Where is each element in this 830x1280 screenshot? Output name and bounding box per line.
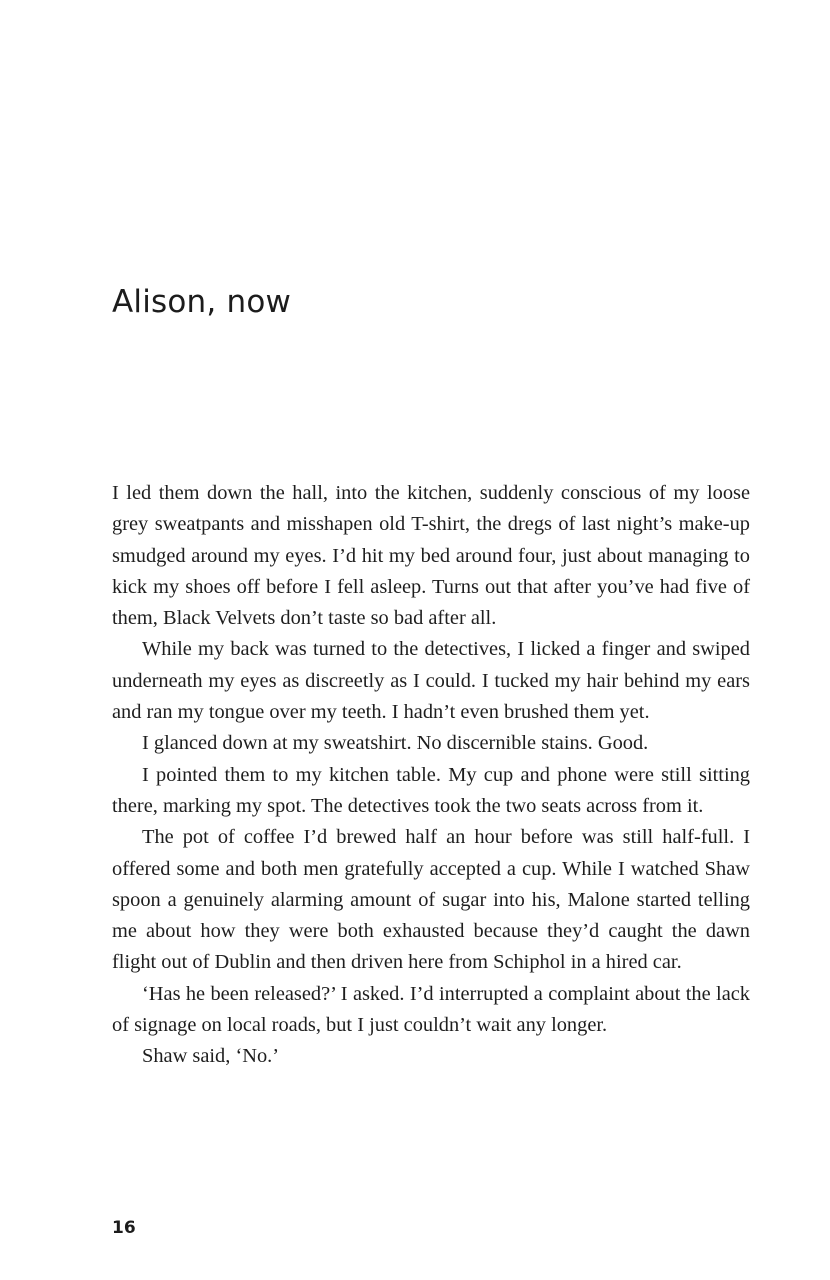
paragraph: ‘Has he been released?’ I asked. I’d interrupted a complaint about the lack of signage on local roads, but I just couldn’t wait any longer. [112,982,750,1037]
body-text [112,478,750,1073]
paragraph: I pointed them to my kitchen table. My cup and phone were still sitting there, marking my spot. The detectives took the two seats across from it. [112,763,750,817]
paragraph: While my back was turned to the detectives, I licked a finger and swiped underneath my eyes as discreetly as I could. I tucked my hair behind my ears and ran my tongue over my teeth. I hadn’t even brushed them yet. [112,638,750,724]
chapter-title: Alison, now [112,284,292,320]
paragraph: I led them down the hall, into the kitchen, suddenly conscious of my loose grey sweatpants and misshapen old T-shirt, the dregs of last night’s make-up smudged around my eyes. I’d hit my bed around four, just about managing to kick my shoes off before I fell asleep. Turns out that after you’ve had five of them, Black Velvets don’t taste so bad after all. [112,482,750,630]
paragraph: I glanced down at my sweatshirt. No discernible stains. Good. [142,732,649,755]
paragraph: Shaw said, ‘No.’ [142,1045,280,1068]
page-number: 16 [112,1218,136,1238]
paragraph: The pot of coffee I’d brewed half an hour before was still half-full. I offered some and both men gratefully accepted a cup. While I watched Shaw spoon a genuinely alarming amount of sugar into his, Malone started telling me about how they were both exhausted because they’d caught the dawn flight out of Dublin and then driven here from Schiphol in a hired car. [112,826,750,974]
